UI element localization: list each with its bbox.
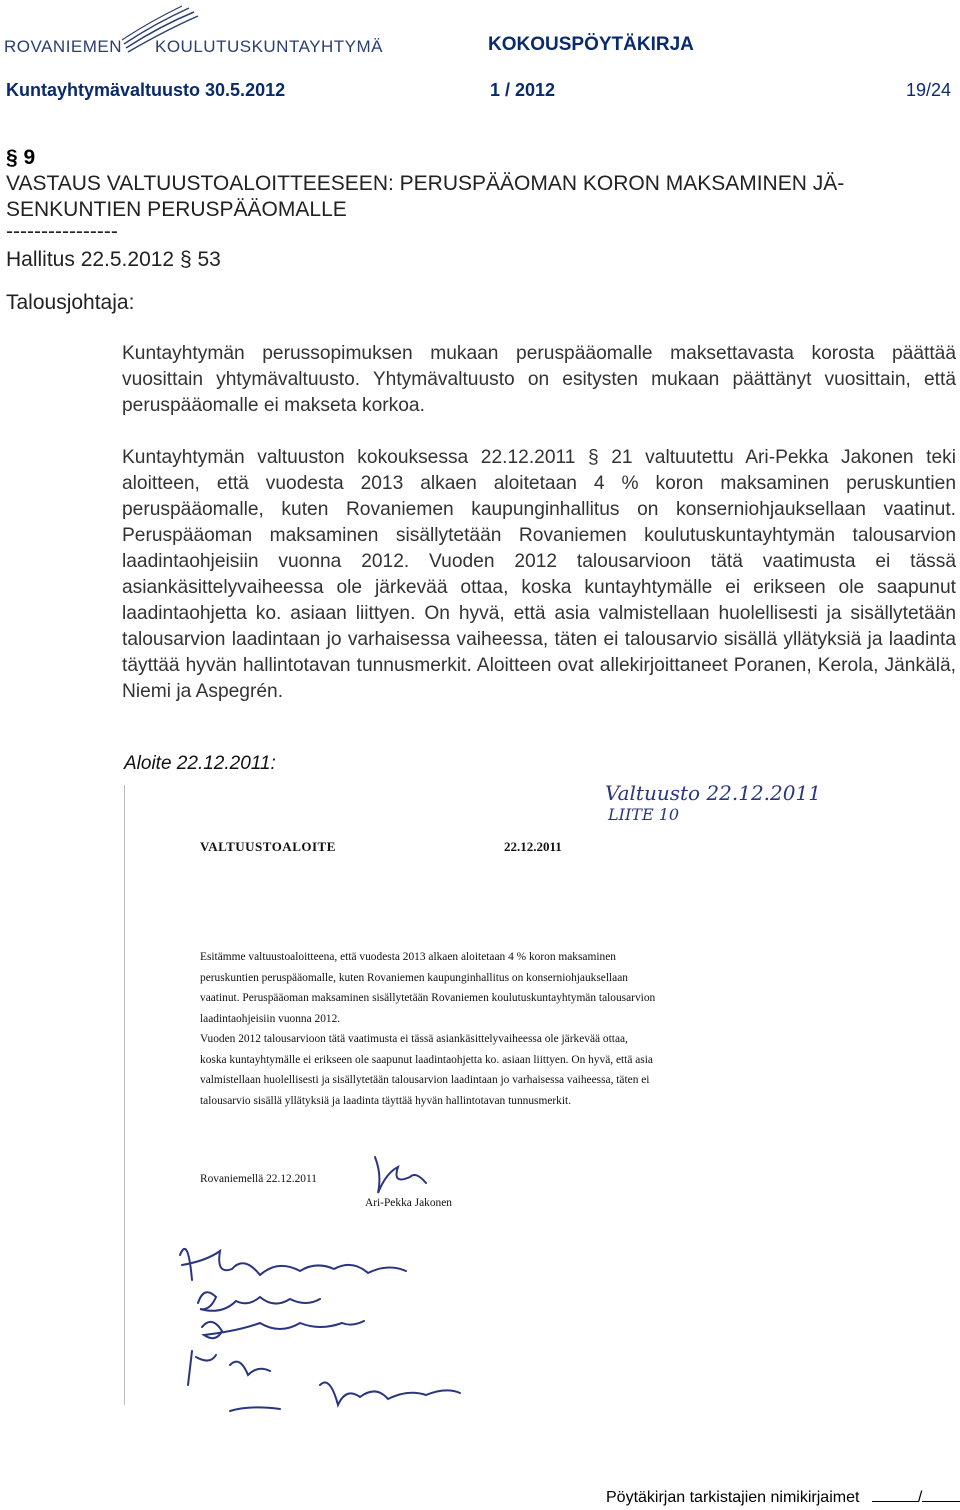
section-title-line2: SENKUNTIEN PERUSPÄÄOMALLE: [6, 198, 347, 221]
place-and-date: Rovaniemellä 22.12.2011: [200, 1173, 317, 1185]
author-label: Talousjohtaja:: [6, 291, 135, 314]
document-type: KOKOUSPÖYTÄKIRJA: [488, 34, 694, 55]
initiative-title: VALTUUSTOALOITE: [200, 839, 336, 854]
initiative-line: Esitämme valtuustoaloitteena, että vuodesta 2013 alkaen aloitetaan 4 % koron maksaminen: [200, 951, 616, 963]
signature-aspegren: [230, 1383, 460, 1412]
signature-jakonen: [375, 1157, 426, 1193]
initials-line-2[interactable]: [922, 1487, 960, 1502]
paragraph-text: Kuntayhtymän perussopimuksen mukaan peruspääomalle maksettavasta korosta päättää vuosittain yhtymävaltuusto. Yhtymävaltuusto on esitysten mukaan päättänyt vuosittain, että peruspääomalle ei makseta korkoa.: [122, 343, 956, 416]
paragraph-text: Kuntayhtymän valtuuston kokouksessa 22.12.2011 § 21 valtuutettu Ari-Pekka Jakonen teki aloitteen, että vuodesta 2013 alkaen aloitetaan 4 % koron maksaminen peruskuntien peruspääomalle, kuten Rovaniemen kaupunginhallitus on konserniohjauksellaan vaatinut. Peruspääoman maksaminen sisällytetään Rovaniemen koulutuskuntayhtymän talousarvion laadintaohjeisiin vuonna 2012. Vuoden 2012 talousarvioon tätä vaatimusta ei tässä asiankäsittelyvaiheessa ole järkevää ottaa, koska kuntayhtymälle ei erikseen ole saapunut laadintaohjetta ko. asiaan liittyen. On hyvä, että asia valmistellaan huolellisesti ja sisällytetään talousarvion laadintaan jo varhaisessa vaiheessa, täten ei talousarvio sisällä yllätyksiä ja laadinta täyttää hyvän hallintotavan tunnusmerkit. Aloitteen ovat allekirjoittaneet Poranen, Kerola, Jänkälä, Niemi ja Aspegrén.: [122, 447, 956, 702]
handwritten-annex: LIITE 10: [608, 805, 680, 824]
signature-niemi: [188, 1351, 270, 1385]
footer: [606, 1487, 960, 1507]
signature-kerola: [198, 1292, 320, 1311]
footer-label: Pöytäkirjan tarkistajien nimikirjaimet: [606, 1489, 860, 1506]
initiative-line: valmistellaan huolellisesti ja sisällytetään talousarvion laadintaan jo varhaisessa vaiheessa, täten ei: [200, 1074, 650, 1086]
signature-poranen: [180, 1249, 406, 1280]
body-paragraph-1: [122, 341, 956, 419]
meeting-name: Kuntayhtymävaltuusto 30.5.2012: [6, 80, 286, 100]
initiative-line: vaatinut. Peruspääoman maksaminen sisällytetään Rovaniemen koulutuskuntayhtymän talousarvion: [200, 992, 656, 1004]
handwritten-note: Valtuusto 22.12.2011: [605, 781, 821, 805]
reference-line: Hallitus 22.5.2012 § 53: [6, 248, 221, 271]
scanned-initiative: [120, 775, 838, 1423]
attachment-caption: Aloite 22.12.2011:: [124, 753, 276, 774]
initials-line-1[interactable]: [872, 1487, 918, 1502]
initiative-line: talousarvio sisällä yllätyksiä ja laadinta täyttää hyvän hallintotavan tunnusmerkit.: [200, 1094, 572, 1107]
initiative-line: koska kuntayhtymälle ei erikseen ole saapunut laadintaohjetta ko. asiaan liittyen. On hyvä, että asia: [200, 1053, 653, 1066]
section-title-line1: VASTAUS VALTUUSTOALOITTEESEEN: PERUSPÄÄOMAN KORON MAKSAMINEN JÄ-: [6, 172, 845, 195]
body-paragraph-2: [122, 445, 956, 705]
org-logo: [4, 4, 384, 66]
meeting-number: 1 / 2012: [490, 80, 556, 100]
footer-slash: /: [917, 1489, 923, 1506]
initiative-date: 22.12.2011: [504, 839, 562, 854]
org-name-right: KOULUTUSKUNTAYHTYMÄ: [155, 37, 384, 56]
handwritten-signatures: [120, 775, 838, 1423]
section-number: § 9: [6, 146, 36, 169]
initiative-line: laadintaohjeisiin vuonna 2012.: [200, 1012, 341, 1025]
initiative-line: peruskuntien peruspääomalle, kuten Rovaniemen kaupunginhallitus on konserniohjauksellaan: [200, 971, 628, 984]
signature-jankala: [202, 1321, 364, 1338]
signer-name: Ari-Pekka Jakonen: [365, 1197, 452, 1209]
page-number: 19/24: [906, 80, 952, 100]
initiative-line: Vuoden 2012 talousarvioon tätä vaatimusta ei tässä asiankäsittelyvaiheessa ole järkevää ottaa,: [200, 1033, 628, 1045]
section-divider: ----------------: [6, 220, 118, 243]
org-name-left: ROVANIEMEN: [4, 37, 123, 56]
